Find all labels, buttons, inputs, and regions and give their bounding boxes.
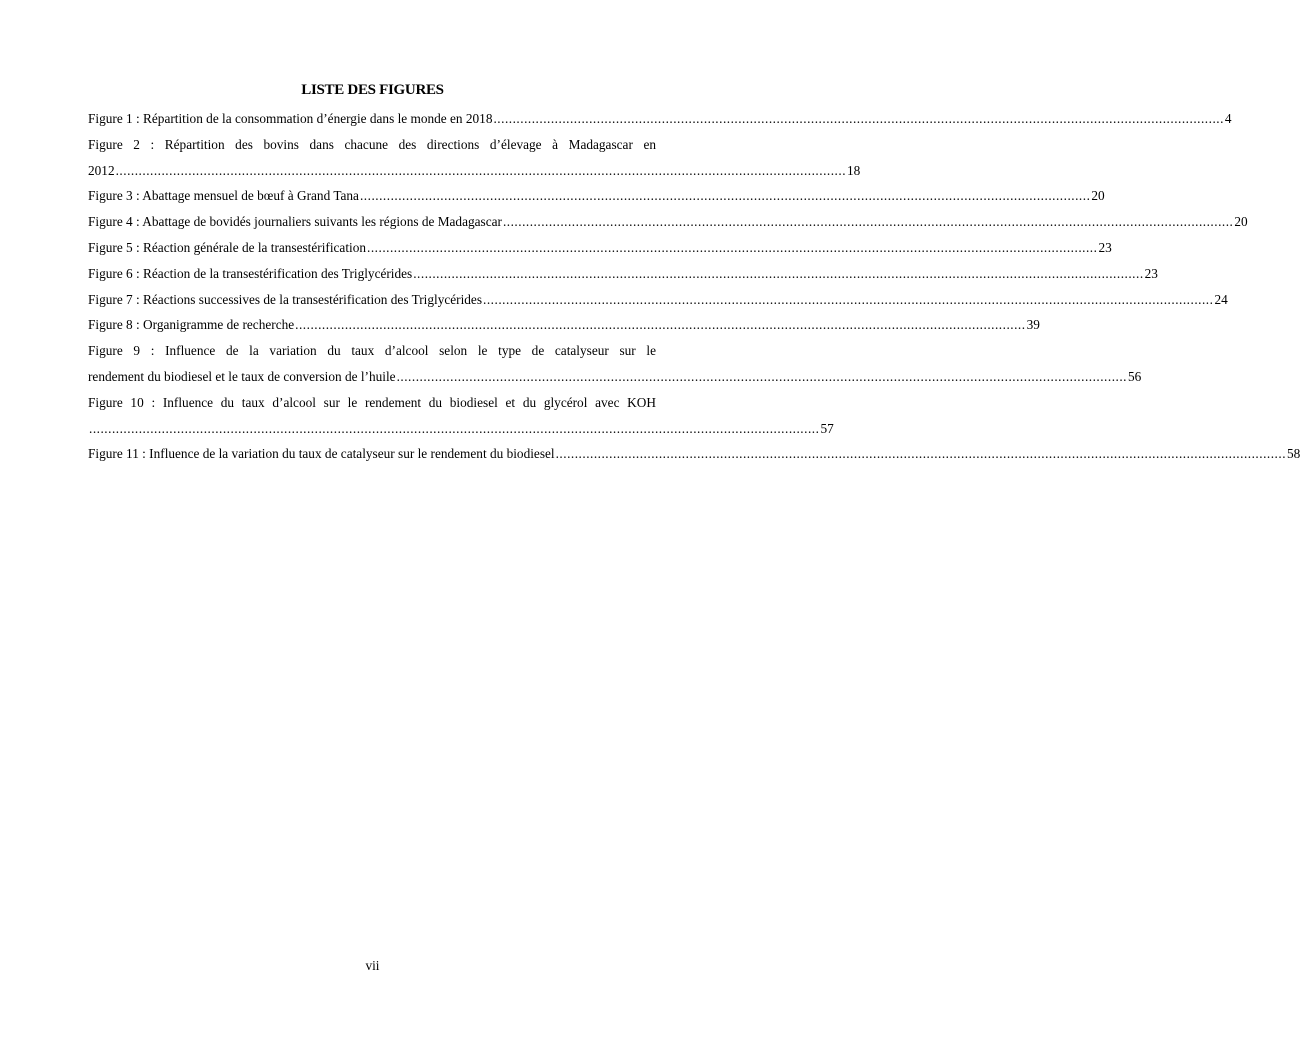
dot-leader: ............................................................................................................................................................................................... [502, 214, 1234, 230]
entry-title: Figure 3 : Abattage mensuel de bœuf à Grand Tana [88, 188, 359, 204]
list-item[interactable] [88, 183, 1105, 209]
entry-title: Figure 8 : Organigramme de recherche [88, 317, 295, 333]
entry-page-number: 24 [1214, 291, 1228, 307]
entry-title-continued: rendement du biodiesel et le taux de conversion de l’huile [88, 368, 396, 384]
entry-page-number: 20 [1234, 214, 1248, 230]
dot-leader: ............................................................................................................................................................................................... [413, 265, 1144, 281]
dot-leader: ............................................................................................................................................................................................... [359, 188, 1091, 204]
dot-leader: ............................................................................................................................................................................................... [396, 368, 1128, 384]
page-number: vii [365, 958, 380, 973]
entry-title: Figure 5 : Réaction générale de la transestérification [88, 239, 367, 255]
dot-leader: ............................................................................................................................................................................................... [89, 420, 820, 436]
list-item[interactable] [88, 364, 1142, 390]
list-item[interactable] [88, 416, 834, 442]
dot-leader: ............................................................................................................................................................................................... [555, 446, 1287, 462]
dot-leader: ............................................................................................................................................................................................... [295, 317, 1026, 333]
dot-leader: ............................................................................................................................................................................................... [493, 111, 1224, 126]
entry-title: Figure 1 : Répartition de la consommation d’énergie dans le monde en 2018 [88, 111, 493, 126]
entry-page-number: 20 [1091, 188, 1105, 204]
entry-page-number: 56 [1128, 368, 1142, 384]
entry-title: Figure 11 : Influence de la variation du taux de catalyseur sur le rendement du biodiesel [88, 446, 555, 462]
entry-page-number: 4 [1224, 111, 1232, 126]
figure-list [88, 106, 1300, 467]
entry-page-number: 58 [1287, 446, 1300, 462]
entry-title: Figure 6 : Réaction de la transestérification des Triglycérides [88, 265, 413, 281]
list-item[interactable] [88, 312, 1040, 338]
list-item[interactable] [88, 235, 1112, 261]
entry-title: Figure 4 : Abattage de bovidés journaliers suivants les régions de Madagascar [88, 214, 502, 230]
entry-title[interactable]: Figure 9 : Influence de la variation du taux d’alcool selon le type de catalyseur sur le [88, 343, 656, 359]
entry-title: Figure 7 : Réactions successives de la transestérification des Triglycérides [88, 291, 483, 307]
entry-title[interactable]: Figure 2 : Répartition des bovins dans chacune des directions d’élevage à Madagascar en [88, 136, 656, 152]
dot-leader: ............................................................................................................................................................................................... [483, 291, 1214, 307]
entry-page-number: 23 [1144, 265, 1158, 281]
entry-page-number: 39 [1026, 317, 1040, 333]
list-item[interactable] [88, 441, 1300, 467]
list-item[interactable] [88, 158, 861, 184]
dot-leader: ............................................................................................................................................................................................... [367, 239, 1098, 255]
entry-title-continued: 2012 [88, 162, 115, 178]
entry-title[interactable]: Figure 10 : Influence du taux d’alcool sur le rendement du biodiesel et du glycérol avec KOH [88, 394, 656, 410]
list-item[interactable] [88, 287, 1228, 313]
list-item[interactable] [88, 209, 1248, 235]
page-title: LISTE DES FIGURES [301, 82, 444, 98]
entry-page-number: 18 [847, 162, 861, 178]
entry-page-number: 57 [820, 420, 834, 436]
dot-leader: ............................................................................................................................................................................................... [115, 162, 847, 178]
entry-page-number: 23 [1098, 239, 1112, 255]
list-item[interactable] [88, 106, 1232, 132]
list-item[interactable] [88, 261, 1158, 287]
